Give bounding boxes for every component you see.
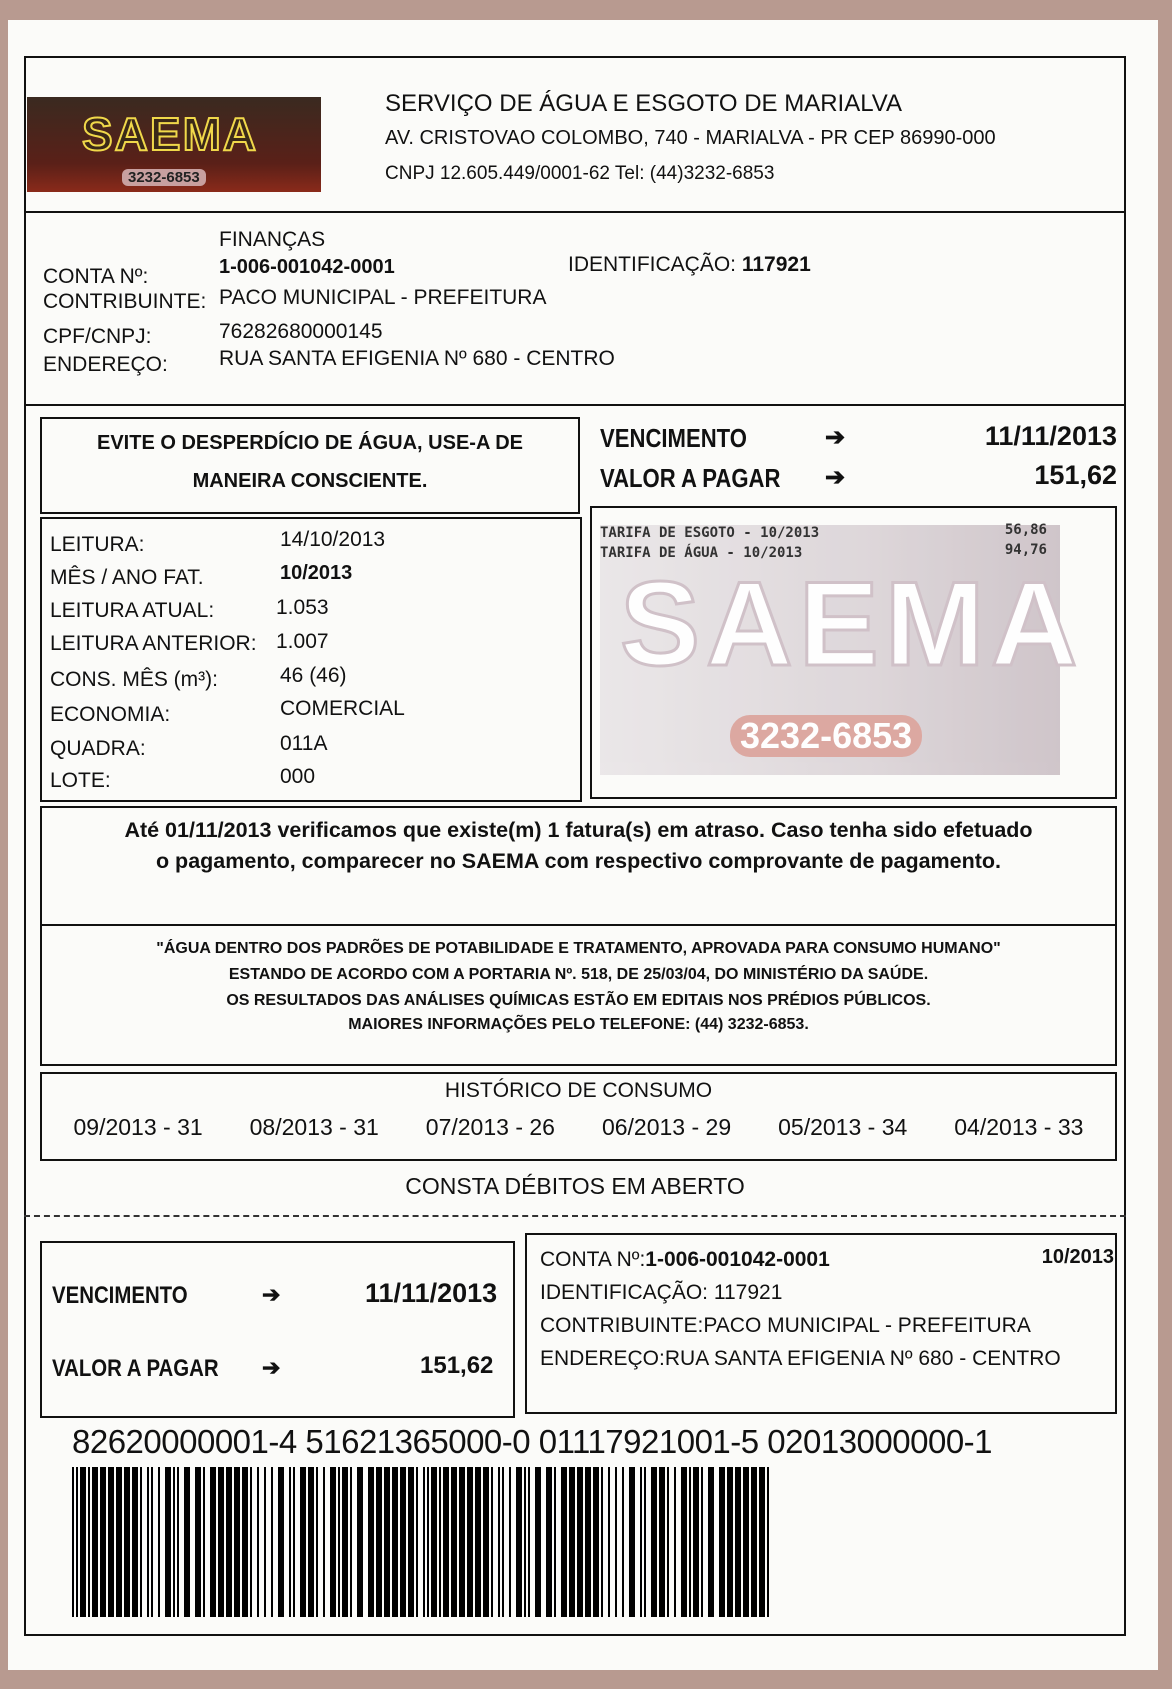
reading-label: QUADRA:: [50, 737, 146, 760]
barcode-bar: [516, 1467, 522, 1617]
barcode-bar: [392, 1467, 398, 1617]
barcode-bar: [140, 1467, 142, 1617]
barcode-bar: [132, 1467, 138, 1617]
barcode-bar: [242, 1467, 248, 1617]
barcode-bar: [124, 1467, 130, 1617]
barcode-bar: [100, 1467, 106, 1617]
barcode-bar: [681, 1467, 687, 1617]
barcode-bar: [316, 1467, 318, 1617]
barcode-bar: [300, 1467, 306, 1617]
tariff-label: TARIFA DE ESGOTO - 10/2013: [600, 525, 820, 541]
reading-value: 10/2013: [280, 562, 353, 584]
conta-value: 1-006-001042-0001: [219, 256, 395, 278]
barcode-bar: [210, 1467, 216, 1617]
contrib-label: CONTRIBUINTE:: [43, 290, 207, 313]
barcode-bar: [524, 1467, 526, 1617]
barcode-bar: [88, 1467, 90, 1617]
stub-conta-value: 1-006-001042-0001: [645, 1248, 830, 1271]
stub-endereco-label: ENDEREÇO:: [540, 1347, 665, 1370]
barcode-bar: [400, 1467, 406, 1617]
barcode-bar: [439, 1467, 441, 1617]
endereco-value: RUA SANTA EFIGENIA Nº 680 - CENTRO: [219, 347, 615, 370]
barcode-bar: [308, 1467, 314, 1617]
history-item: 08/2013 - 31: [249, 1114, 379, 1140]
quality-line: "ÁGUA DENTRO DOS PADRÕES DE POTABILIDADE E TRATAMENTO, APROVADA PARA CONSUMO HUMANO": [156, 940, 1001, 957]
arrow-icon: ➔: [825, 424, 846, 451]
barcode-bar: [674, 1467, 676, 1617]
cut-line: [24, 1215, 1126, 1217]
barcode-bar: [502, 1467, 504, 1617]
barcode-bar: [76, 1467, 78, 1617]
barcode-bar: [701, 1467, 703, 1617]
watermark-text: SAEMA: [620, 557, 1084, 691]
barcode-bar: [743, 1467, 749, 1617]
reading-label: LEITURA ATUAL:: [50, 599, 215, 622]
saema-logo: [27, 97, 321, 192]
barcode-bar: [350, 1467, 352, 1617]
barcode-bar: [443, 1467, 449, 1617]
history-item: 07/2013 - 26: [425, 1114, 555, 1140]
quality-line: ESTANDO DE ACORDO COM A PORTARIA Nº. 518, DE 25/03/04, DO MINISTÉRIO DA SAÚDE.: [228, 966, 929, 983]
stub-contrib-value: PACO MUNICIPAL - PREFEITURA: [703, 1314, 1031, 1337]
barcode-bar: [483, 1467, 489, 1617]
barcode-bar: [767, 1467, 769, 1617]
barcode-bar: [195, 1467, 201, 1617]
reading-value: 14/10/2013: [280, 528, 386, 551]
stub-valor-label: VALOR A PAGAR: [52, 1355, 219, 1382]
barcode-bar: [338, 1467, 340, 1617]
barcode-bar: [689, 1467, 691, 1617]
stub-conta: [540, 1248, 830, 1272]
vencimento-label: VENCIMENTO: [600, 423, 747, 453]
alert-line2: o pagamento, comparecer no SAEMA com respectivo comprovante de pagamento.: [155, 849, 1002, 873]
barcode-bar: [72, 1467, 74, 1617]
barcode-bar: [708, 1467, 714, 1617]
barcode-bar: [293, 1467, 295, 1617]
barcode-bar: [151, 1467, 153, 1617]
identificacao: [568, 253, 811, 277]
company-cnpj: CNPJ 12.605.449/0001-62 Tel: (44)3232-6853: [385, 163, 775, 184]
barcode-bar: [546, 1467, 552, 1617]
reading-value: 46 (46): [280, 664, 347, 687]
barcode-bar: [554, 1467, 556, 1617]
history-list: [40, 1114, 1117, 1141]
barcode-bar: [376, 1467, 382, 1617]
barcode-bar: [535, 1467, 541, 1617]
barcode-bar: [330, 1467, 336, 1617]
logo-phone: 3232-6853: [122, 169, 206, 186]
barcode-bar: [158, 1467, 160, 1617]
barcode-bar: [577, 1467, 583, 1617]
barcode-bar: [651, 1467, 657, 1617]
barcode-bar: [80, 1467, 86, 1617]
barcode-bar: [108, 1467, 114, 1617]
barcode-bar: [719, 1467, 725, 1617]
barcode-bar: [751, 1467, 757, 1617]
barcode-bar: [585, 1467, 591, 1617]
barcode-bar: [475, 1467, 481, 1617]
vencimento-value: 11/11/2013: [984, 421, 1117, 451]
barcode-number: 82620000001-4 51621365000-0 01117921001-5 02013000000-1: [72, 1423, 993, 1460]
barcode-bar: [226, 1467, 232, 1617]
cpf-label: CPF/CNPJ:: [43, 325, 152, 348]
barcode-bar: [431, 1467, 437, 1617]
stub-contrib: [540, 1314, 1031, 1338]
barcode-bar: [693, 1467, 699, 1617]
stub-ident-value: 117921: [713, 1281, 783, 1304]
divider: [24, 404, 1126, 406]
history-item: 06/2013 - 29: [601, 1114, 732, 1140]
reading-value: COMERCIAL: [280, 697, 405, 720]
barcode-bar: [569, 1467, 575, 1617]
reading-value: 011A: [280, 732, 328, 755]
history-title: HISTÓRICO DE CONSUMO: [444, 1079, 713, 1102]
barcode-bar: [498, 1467, 500, 1617]
stub-endereco-value: RUA SANTA EFIGENIA Nº 680 - CENTRO: [664, 1347, 1061, 1370]
barcode-bar: [264, 1467, 266, 1617]
barcode-bar: [561, 1467, 567, 1617]
quality-line: OS RESULTADOS DAS ANÁLISES QUÍMICAS ESTÃO EM EDITAIS NOS PRÉDIOS PÚBLICOS.: [226, 992, 931, 1009]
category: FINANÇAS: [219, 228, 326, 251]
barcode-bar: [629, 1467, 635, 1617]
barcode-bar: [640, 1467, 642, 1617]
barcode-bar: [271, 1467, 273, 1617]
barcode-bar: [323, 1467, 325, 1617]
reading-label: LOTE:: [50, 769, 111, 792]
reading-label: MÊS / ANO FAT.: [50, 566, 204, 589]
barcode-bar: [289, 1467, 291, 1617]
tariff-value: 56,86: [1004, 522, 1047, 538]
contrib-value: PACO MUNICIPAL - PREFEITURA: [219, 286, 547, 309]
barcode-bar: [92, 1467, 98, 1617]
valor-label: VALOR A PAGAR: [600, 463, 781, 493]
reading-label: CONS. MÊS (m³):: [50, 668, 218, 691]
barcode-bar: [608, 1467, 610, 1617]
stub-vencimento-label: VENCIMENTO: [52, 1282, 188, 1309]
stub-conta-label: CONTA Nº:: [540, 1248, 646, 1271]
debts-heading: CONSTA DÉBITOS EM ABERTO: [405, 1173, 745, 1199]
reading-value: 000: [280, 765, 316, 788]
barcode-bar: [177, 1467, 179, 1617]
arrow-icon: ➔: [825, 464, 846, 491]
stub-ident: [540, 1281, 782, 1305]
endereco-label: ENDEREÇO:: [43, 353, 168, 376]
barcode-bar: [622, 1467, 624, 1617]
stub-due-box: [40, 1241, 515, 1418]
barcode-bar: [491, 1467, 493, 1617]
barcode-bar: [184, 1467, 190, 1617]
reading-label: ECONOMIA:: [50, 703, 171, 726]
barcode-bar: [234, 1467, 240, 1617]
divider: [24, 211, 1126, 213]
conta-label: CONTA Nº:: [43, 265, 149, 288]
notice-line2: MANEIRA CONSCIENTE.: [192, 470, 428, 492]
company-name: SERVIÇO DE ÁGUA E ESGOTO DE MARIALVA: [385, 90, 903, 117]
ident-value: 117921: [741, 253, 811, 276]
arrow-icon: ➔: [262, 1355, 281, 1380]
stub-contrib-label: CONTRIBUINTE:: [540, 1314, 704, 1337]
barcode-bar: [615, 1467, 617, 1617]
cpf-value: 76282680000145: [219, 320, 383, 343]
barcode-bar: [659, 1467, 665, 1617]
history-item: 04/2013 - 33: [954, 1114, 1084, 1140]
barcode-bar: [116, 1467, 122, 1617]
alert-line1: Até 01/11/2013 verificamos que existe(m) 1 fatura(s) em atraso. Caso tenha sido efetuado: [124, 818, 1033, 842]
reading-label: LEITURA:: [50, 533, 145, 556]
barcode-bar: [147, 1467, 149, 1617]
barcode-bar: [384, 1467, 390, 1617]
arrow-icon: ➔: [262, 1282, 281, 1307]
company-address: AV. CRISTOVAO COLOMBO, 740 - MARIALVA - PR CEP 86990-000: [385, 127, 996, 149]
reading-value: 1.053: [276, 596, 329, 619]
ident-label: IDENTIFICAÇÃO:: [568, 253, 737, 276]
barcode-bar: [408, 1467, 414, 1617]
barcode-bar: [250, 1467, 252, 1617]
stub-endereco: [540, 1347, 1061, 1371]
barcode-bar: [667, 1467, 669, 1617]
tariff-value: 94,76: [1004, 542, 1047, 558]
barcode-bar: [342, 1467, 348, 1617]
barcode-bar: [416, 1467, 418, 1617]
barcode-bar: [451, 1467, 457, 1617]
barcode-bar: [165, 1467, 171, 1617]
stub-valor-value: 151,62: [420, 1352, 494, 1379]
barcode-bar: [467, 1467, 473, 1617]
barcode-bar: [203, 1467, 205, 1617]
barcode-bar: [278, 1467, 284, 1617]
barcode-bar: [357, 1467, 363, 1617]
barcode-bar: [257, 1467, 259, 1617]
logo-text: SAEMA: [82, 108, 259, 160]
history-item: 05/2013 - 34: [778, 1114, 908, 1140]
barcode-bar: [218, 1467, 224, 1617]
valor-value: 151,62: [1034, 460, 1117, 490]
barcode-bar: [427, 1467, 429, 1617]
barcode-bar: [368, 1467, 374, 1617]
stub-ident-label: IDENTIFICAÇÃO:: [540, 1281, 709, 1304]
barcode-bar: [459, 1467, 465, 1617]
barcode-bar: [509, 1467, 511, 1617]
barcode-bar: [644, 1467, 646, 1617]
stub-ref: 10/2013: [1041, 1246, 1114, 1268]
barcode-bar: [759, 1467, 765, 1617]
barcode-bar: [727, 1467, 733, 1617]
stub-vencimento-value: 11/11/2013: [365, 1278, 498, 1308]
quality-line: MAIORES INFORMAÇÕES PELO TELEFONE: (44) 3232-6853.: [348, 1016, 809, 1033]
notice-line1: EVITE O DESPERDÍCIO DE ÁGUA, USE-A DE: [97, 432, 523, 454]
barcode-bar: [423, 1467, 425, 1617]
reading-value: 1.007: [276, 630, 329, 653]
barcode-bar: [593, 1467, 599, 1617]
history-item: 09/2013 - 31: [73, 1114, 203, 1140]
barcode-bar: [528, 1467, 530, 1617]
barcode-bar: [735, 1467, 741, 1617]
barcode-bar: [173, 1467, 175, 1617]
barcode: [72, 1467, 776, 1617]
barcode-bar: [601, 1467, 603, 1617]
tariff-label: TARIFA DE ÁGUA - 10/2013: [600, 545, 803, 561]
reading-label: LEITURA ANTERIOR:: [50, 632, 257, 655]
watermark-phone: 3232-6853: [730, 715, 922, 757]
